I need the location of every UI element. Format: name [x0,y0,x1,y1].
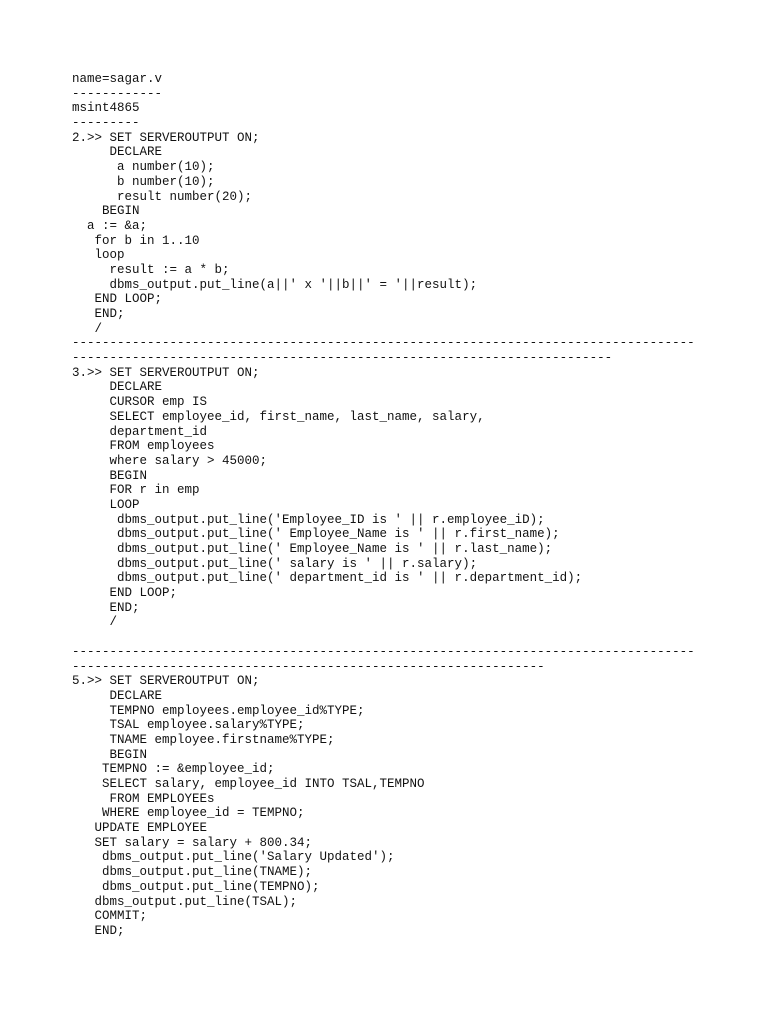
code-line: CURSOR emp IS [72,395,208,410]
code-line: a number(10); [72,160,215,175]
code-line: where salary > 45000; [72,453,268,468]
code-line: TEMPNO employees.employee_id%TYPE; [72,703,365,718]
code-line: END; [72,600,140,615]
code-line: LOOP [72,497,140,512]
code-line: dbms_output.put_line(TEMPNO); [72,879,320,894]
code-line: for b in 1..10 [72,233,200,248]
code-line [72,630,695,645]
code-line: dbms_output.put_line(' salary is ' || r.salary); [72,556,478,571]
code-line: dbms_output.put_line(TSAL); [72,894,298,909]
code-line: SELECT employee_id, first_name, last_name, salary, [72,409,485,424]
code-line: result number(20); [72,189,253,204]
code-line: FROM EMPLOYEEs [72,791,215,806]
code-line: --------- [72,116,140,131]
code-line: msint4865 [72,101,140,116]
code-line: UPDATE EMPLOYEE [72,821,208,836]
code-line: 5.>> SET SERVEROUTPUT ON; [72,674,260,689]
code-line: DECLARE [72,688,163,703]
code-line: SELECT salary, employee_id INTO TSAL,TEMPNO [72,777,425,791]
code-line: dbms_output.put_line(' Employee_Name is ' || r.last_name); [72,542,553,556]
code-line: END LOOP; [72,292,163,307]
code-line: name=sagar.v [72,72,163,86]
code-line: dbms_output.put_line(' Employee_Name is ' || r.first_name); [72,527,560,542]
code-line: dbms_output.put_line(a||' x '||b||' = '||result); [72,277,478,292]
code-line: BEGIN [72,204,140,219]
code-line: / [72,321,103,336]
code-line: END; [72,923,125,938]
code-line: --------------------------------------------------------------- [72,659,545,674]
code-line: COMMIT; [72,909,148,924]
code-line: 3.>> SET SERVEROUTPUT ON; [72,365,260,380]
code-line: result := a * b; [72,262,230,277]
code-line: END; [72,307,125,321]
code-line: department_id [72,424,208,439]
code-line: ----------------------------------------------------------------------------------- [72,644,695,659]
code-line: WHERE employee_id = TEMPNO; [72,806,305,821]
code-line: TSAL employee.salary%TYPE; [72,718,305,733]
code-line: FOR r in emp [72,483,200,498]
code-listing [72,72,695,939]
code-line: DECLARE [72,145,163,160]
code-line: dbms_output.put_line(TNAME); [72,865,313,880]
code-line: dbms_output.put_line('Salary Updated'); [72,850,395,865]
code-line: BEGIN [72,747,148,762]
code-line: ----------------------------------------------------------------------------------- [72,336,695,351]
code-line: 2.>> SET SERVEROUTPUT ON; [72,130,260,145]
code-line: loop [72,248,125,263]
code-line: b number(10); [72,174,215,189]
code-line: DECLARE [72,380,163,395]
code-line: FROM employees [72,439,215,454]
code-line: ------------ [72,86,163,101]
code-line: / [72,615,118,630]
code-line: TNAME employee.firstname%TYPE; [72,732,335,747]
code-line: BEGIN [72,468,148,483]
code-line: dbms_output.put_line(' department_id is ' || r.department_id); [72,571,583,586]
code-line: TEMPNO := &employee_id; [72,762,275,777]
code-line: ------------------------------------------------------------------------ [72,351,613,366]
code-line: dbms_output.put_line('Employee_ID is ' || r.employee_iD); [72,512,545,527]
code-line: a := &a; [72,218,148,233]
code-line: SET salary = salary + 800.34; [72,835,313,850]
code-line: END LOOP; [72,586,178,601]
